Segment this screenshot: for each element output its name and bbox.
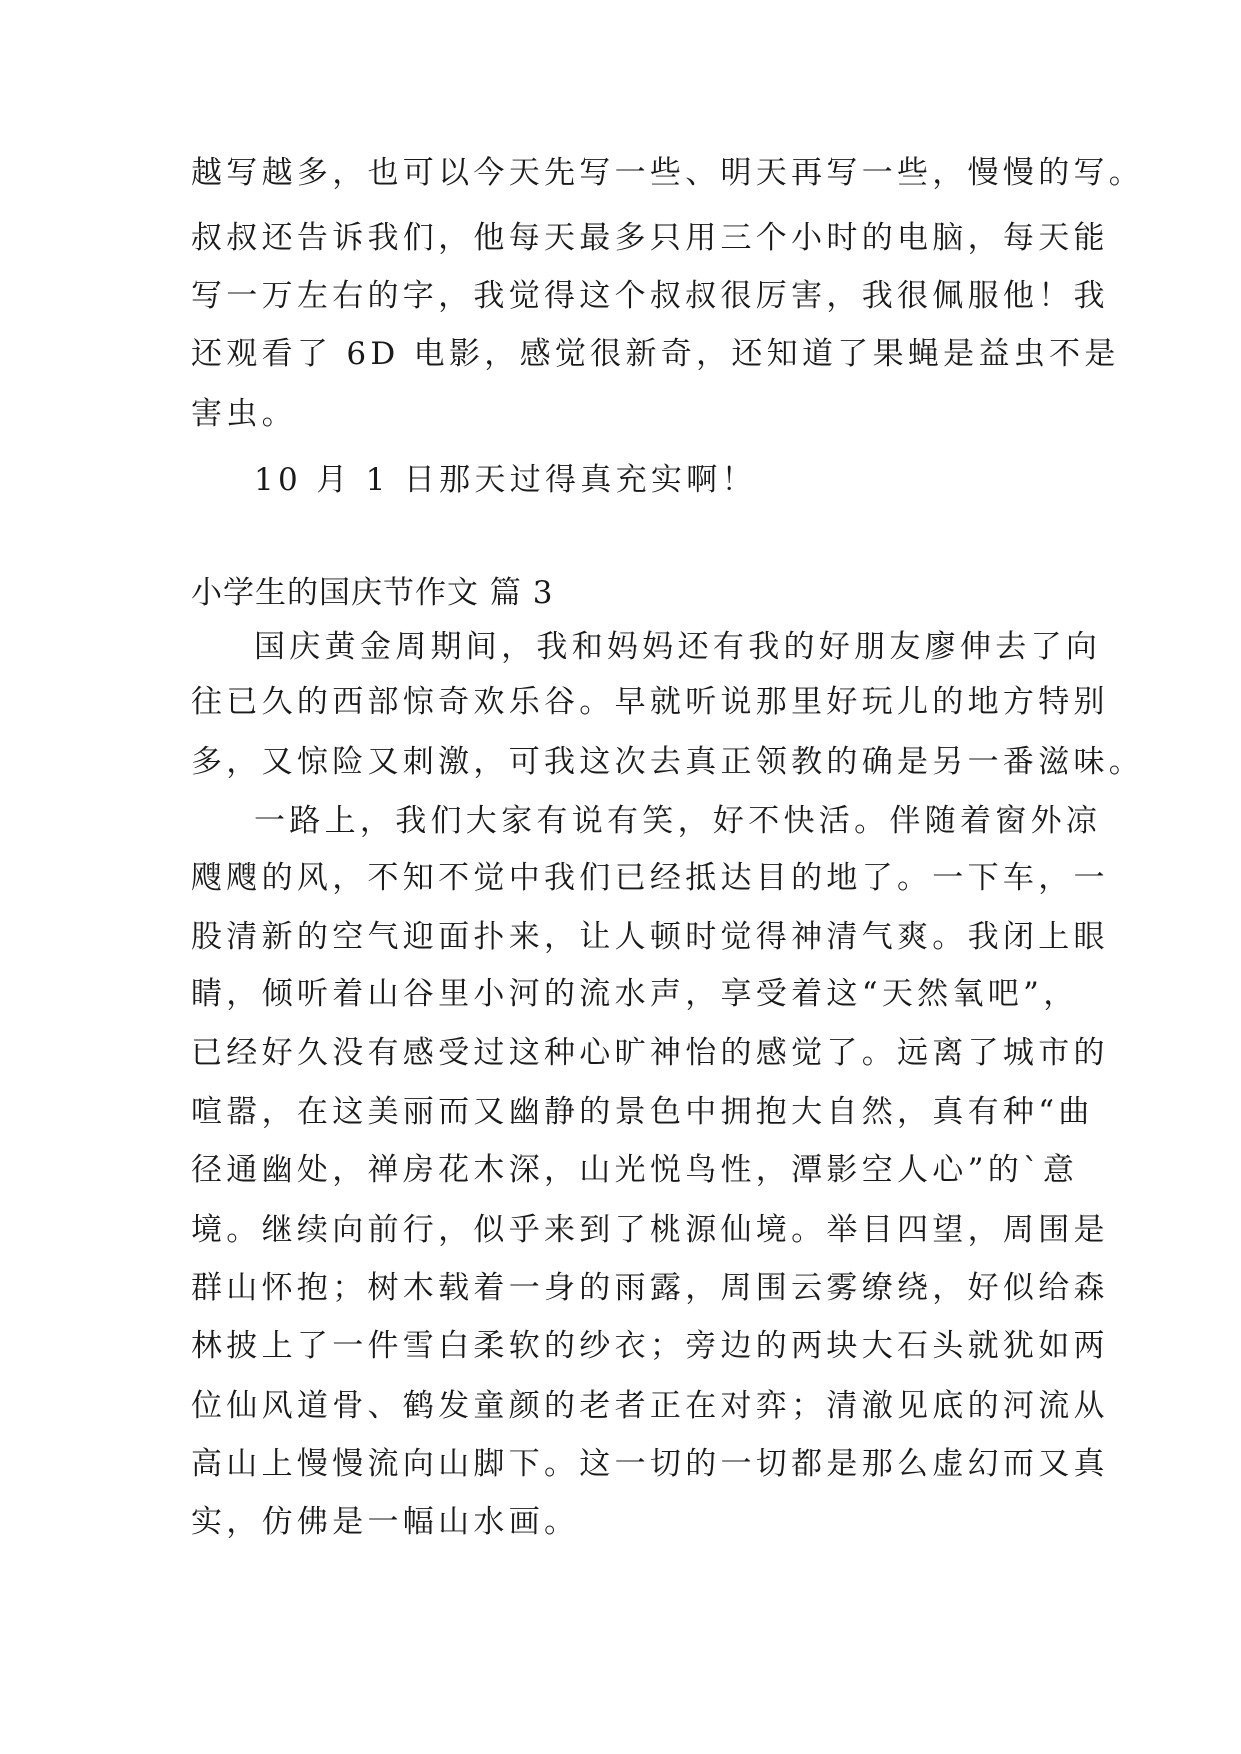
paragraph-line: 位仙风道骨、鹤发童颜的老者正在对弈；清澈见底的河流从 bbox=[191, 1388, 1109, 1424]
paragraph-line: 多，又惊险又刺激，可我这次去真正领教的确是另一番滋味。 bbox=[191, 744, 1145, 780]
paragraph-line: 股清新的空气迎面扑来，让人顿时觉得神清气爽。我闭上眼 bbox=[191, 919, 1109, 955]
text-line: 越写越多，也可以今天先写一些、明天再写一些，慢慢的写。 bbox=[191, 155, 1145, 191]
text-line: 还观看了 6D 电影，感觉很新奇，还知道了果蝇是益虫不是 bbox=[191, 336, 1120, 372]
paragraph-line: 飕飕的风，不知不觉中我们已经抵达目的地了。一下车，一 bbox=[191, 860, 1109, 896]
paragraph-line: 已经好久没有感受过这种心旷神怡的感觉了。远离了城市的 bbox=[191, 1035, 1109, 1071]
paragraph-line: 一路上，我们大家有说有笑，好不快活。伴随着窗外凉 bbox=[254, 803, 1102, 839]
paragraph-line: 国庆黄金周期间，我和妈妈还有我的好朋友廖伸去了向 bbox=[254, 629, 1102, 665]
paragraph-line: 睛，倾听着山谷里小河的流水声，享受着这“天然氧吧”， bbox=[191, 976, 1079, 1012]
text-line: 叔叔还告诉我们，他每天最多只用三个小时的电脑，每天能 bbox=[191, 220, 1109, 256]
paragraph-line: 群山怀抱；树木载着一身的雨露，周围云雾缭绕，好似给森 bbox=[191, 1270, 1109, 1306]
paragraph-line: 往已久的西部惊奇欢乐谷。早就听说那里好玩儿的地方特别 bbox=[191, 684, 1109, 720]
text-line: 写一万左右的字，我觉得这个叔叔很厉害，我很佩服他！我 bbox=[191, 278, 1109, 314]
paragraph-line: 高山上慢慢流向山脚下。这一切的一切都是那么虚幻而又真 bbox=[191, 1446, 1109, 1482]
paragraph-line: 径通幽处，禅房花木深，山光悦鸟性，潭影空人心”的`意 bbox=[191, 1152, 1079, 1188]
paragraph-line: 林披上了一件雪白柔软的纱衣；旁边的两块大石头就犹如两 bbox=[191, 1328, 1109, 1364]
paragraph-line: 实，仿佛是一幅山水画。 bbox=[191, 1504, 580, 1540]
closing-line: 10 月 1 日那天过得真充实啊！ bbox=[254, 462, 757, 498]
text-line: 害虫。 bbox=[191, 396, 297, 432]
paragraph-line: 境。继续向前行，似乎来到了桃源仙境。举目四望，周围是 bbox=[191, 1212, 1109, 1248]
paragraph-line: 喧嚣，在这美丽而又幽静的景色中拥抱大自然，真有种“曲 bbox=[191, 1094, 1094, 1130]
section-title: 小学生的国庆节作文 篇 3 bbox=[191, 575, 554, 611]
